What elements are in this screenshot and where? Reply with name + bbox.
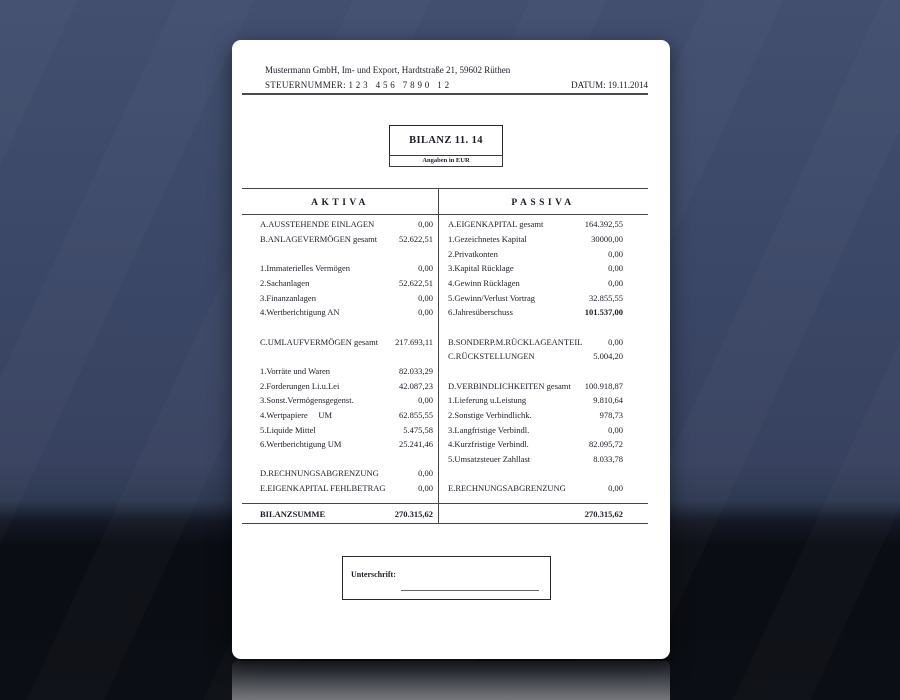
signature-box — [342, 556, 551, 600]
row-value: 978,73 — [599, 409, 623, 420]
row-value: 0,00 — [418, 468, 433, 479]
row-label: B.ANLAGEVERMÖGEN gesamt — [260, 233, 378, 244]
table-row — [242, 452, 438, 467]
currency-note: Angaben in EUR — [422, 157, 470, 164]
row-label: 4.Gewinn Rücklagen — [448, 277, 520, 288]
row-label: A.EIGENKAPITAL gesamt — [448, 219, 544, 230]
row-label: 4.Wertberichtigung AN — [260, 307, 340, 318]
row-value: 0,00 — [418, 263, 433, 274]
table-row — [242, 334, 438, 349]
row-value: 42.087,23 — [399, 380, 433, 391]
row-value: 82.095,72 — [589, 439, 623, 450]
row-label: C.RÜCKSTELLUNGEN — [448, 351, 535, 362]
row-label: 4.Kurzfristige Verbindl. — [448, 439, 529, 450]
row-label: 3.Kapital Rücklage — [448, 263, 514, 274]
row-label: 2.Sachanlagen — [260, 277, 310, 288]
row-value: 0,00 — [608, 483, 623, 494]
table-row — [438, 305, 648, 320]
title-box — [389, 125, 503, 156]
row-value: 52.622,51 — [399, 233, 433, 244]
row-value: 82.033,29 — [399, 365, 433, 376]
table-row — [438, 276, 648, 291]
row-label: C.UMLAUFVERMÖGEN gesamt — [260, 336, 379, 347]
document-title: BILANZ 11. 14 — [409, 135, 483, 146]
table-row — [438, 349, 648, 364]
table-row — [242, 290, 438, 305]
row-value: 30000,00 — [591, 233, 623, 244]
total-value-passiva: 270.315,62 — [584, 508, 623, 519]
passiva-rows — [438, 217, 648, 495]
date-line: DATUM: 19.11.2014 — [571, 80, 648, 90]
row-label: 2.Forderungen Li.u.Lei — [260, 380, 340, 391]
table-row — [242, 437, 438, 452]
table-row — [438, 393, 648, 408]
row-label: 1.Gezeichnetes Kapital — [448, 233, 527, 244]
row-value: 0,00 — [608, 424, 623, 435]
table-row — [242, 276, 438, 291]
total-label: BILANZSUMME — [260, 508, 326, 519]
table-row — [438, 261, 648, 276]
table-bottom-rule — [242, 523, 648, 524]
row-value: 217.693,11 — [395, 336, 433, 347]
table-row — [242, 349, 438, 364]
row-label: 5.Gewinn/Verlust Vortrag — [448, 292, 536, 303]
passiva-column-header: PASSIVA — [511, 198, 575, 208]
total-row-passiva — [438, 504, 648, 523]
row-label: 2.Sonstige Verbindlichk. — [448, 409, 532, 420]
table-row — [438, 378, 648, 393]
table-row — [242, 320, 438, 335]
row-value: 101.537,00 — [584, 307, 623, 318]
row-value: 0,00 — [608, 277, 623, 288]
row-label: 3.Sonst.Vermögensgegenst. — [260, 395, 354, 406]
table-row — [438, 408, 648, 423]
row-label: 3.Langfristige Verbindl. — [448, 424, 530, 435]
row-label: A.AUSSTEHENDE EINLAGEN — [260, 219, 375, 230]
row-value: 5.004,20 — [593, 351, 623, 362]
aktiva-column-header: AKTIVA — [311, 198, 369, 208]
table-row — [438, 452, 648, 467]
row-label: D.RECHNUNGSABGRENZUNG — [260, 468, 379, 479]
row-label: 6.Wertberichtigung UM — [260, 439, 342, 450]
currency-note-box — [389, 155, 503, 167]
table-row — [242, 378, 438, 393]
header-divider-rule — [242, 93, 648, 95]
signature-label: Unterschrift: — [351, 570, 396, 579]
row-label: 5.Liquide Mittel — [260, 424, 316, 435]
table-row — [242, 246, 438, 261]
row-value: 0,00 — [608, 263, 623, 274]
row-label: 4.Wertpapiere UM — [260, 409, 333, 420]
row-label: B.SONDERP.M.RÜCKLAGEANTEIL — [448, 336, 583, 347]
table-row — [438, 422, 648, 437]
table-row — [242, 393, 438, 408]
row-value: 32.855,55 — [589, 292, 623, 303]
table-row — [438, 481, 648, 496]
row-value: 25.241,46 — [399, 439, 433, 450]
row-label: 1.Vorräte und Waren — [260, 365, 331, 376]
row-label: 1.Immaterielles Vermögen — [260, 263, 351, 274]
row-value: 5.475,58 — [403, 424, 433, 435]
table-row — [242, 408, 438, 423]
table-top-rule — [242, 188, 648, 189]
row-label: E.RECHNUNGSABGRENZUNG — [448, 483, 566, 494]
table-row — [438, 246, 648, 261]
signature-line — [401, 590, 539, 591]
row-value: 0,00 — [418, 395, 433, 406]
table-header-rule — [242, 214, 648, 215]
row-value: 0,00 — [418, 292, 433, 303]
row-value: 100.918,87 — [584, 380, 623, 391]
table-row — [242, 305, 438, 320]
table-row — [242, 466, 438, 481]
table-row — [438, 334, 648, 349]
row-label: D.VERBINDLICHKEITEN gesamt — [448, 380, 571, 391]
row-label: 3.Finanzanlagen — [260, 292, 316, 303]
tax-number-line: STEUERNUMMER: 1 2 3 4 5 6 7 8 9 0 1 2 — [265, 80, 450, 90]
table-row — [242, 217, 438, 232]
row-label: 5.Umsatzsteuer Zahllast — [448, 453, 531, 464]
table-row — [438, 217, 648, 232]
balance-table — [242, 188, 648, 524]
row-label: 2.Privatkonten — [448, 248, 498, 259]
table-row — [242, 232, 438, 247]
table-row — [438, 290, 648, 305]
aktiva-rows — [242, 217, 438, 495]
table-row — [438, 466, 648, 481]
total-value-aktiva: 270.315,62 — [394, 508, 433, 519]
row-value: 52.622,51 — [399, 277, 433, 288]
row-label: 1.Lieferung u.Leistung — [448, 395, 527, 406]
row-value: 8.033,78 — [593, 453, 623, 464]
table-row — [242, 261, 438, 276]
row-label: E.EIGENKAPITAL FEHLBETRAG — [260, 483, 386, 494]
table-row — [242, 481, 438, 496]
row-value: 0,00 — [418, 307, 433, 318]
row-value: 0,00 — [608, 248, 623, 259]
table-row — [438, 364, 648, 379]
page-reflection — [232, 661, 670, 700]
table-row — [242, 422, 438, 437]
row-value: 62.855,55 — [399, 409, 433, 420]
row-value: 164.392,55 — [584, 219, 623, 230]
row-value: 9.810,64 — [593, 395, 623, 406]
balance-sheet-page — [232, 40, 670, 659]
row-value: 0,00 — [418, 483, 433, 494]
row-value: 0,00 — [608, 336, 623, 347]
row-label: 6.Jahresüberschuss — [448, 307, 513, 318]
table-row — [438, 437, 648, 452]
table-row — [242, 364, 438, 379]
total-row-aktiva — [242, 504, 438, 523]
table-row — [438, 232, 648, 247]
table-row — [438, 320, 648, 335]
company-address-line: Mustermann GmbH, Im- und Export, Hardtstraße 21, 59602 Rüthen — [265, 65, 511, 75]
row-value: 0,00 — [418, 219, 433, 230]
